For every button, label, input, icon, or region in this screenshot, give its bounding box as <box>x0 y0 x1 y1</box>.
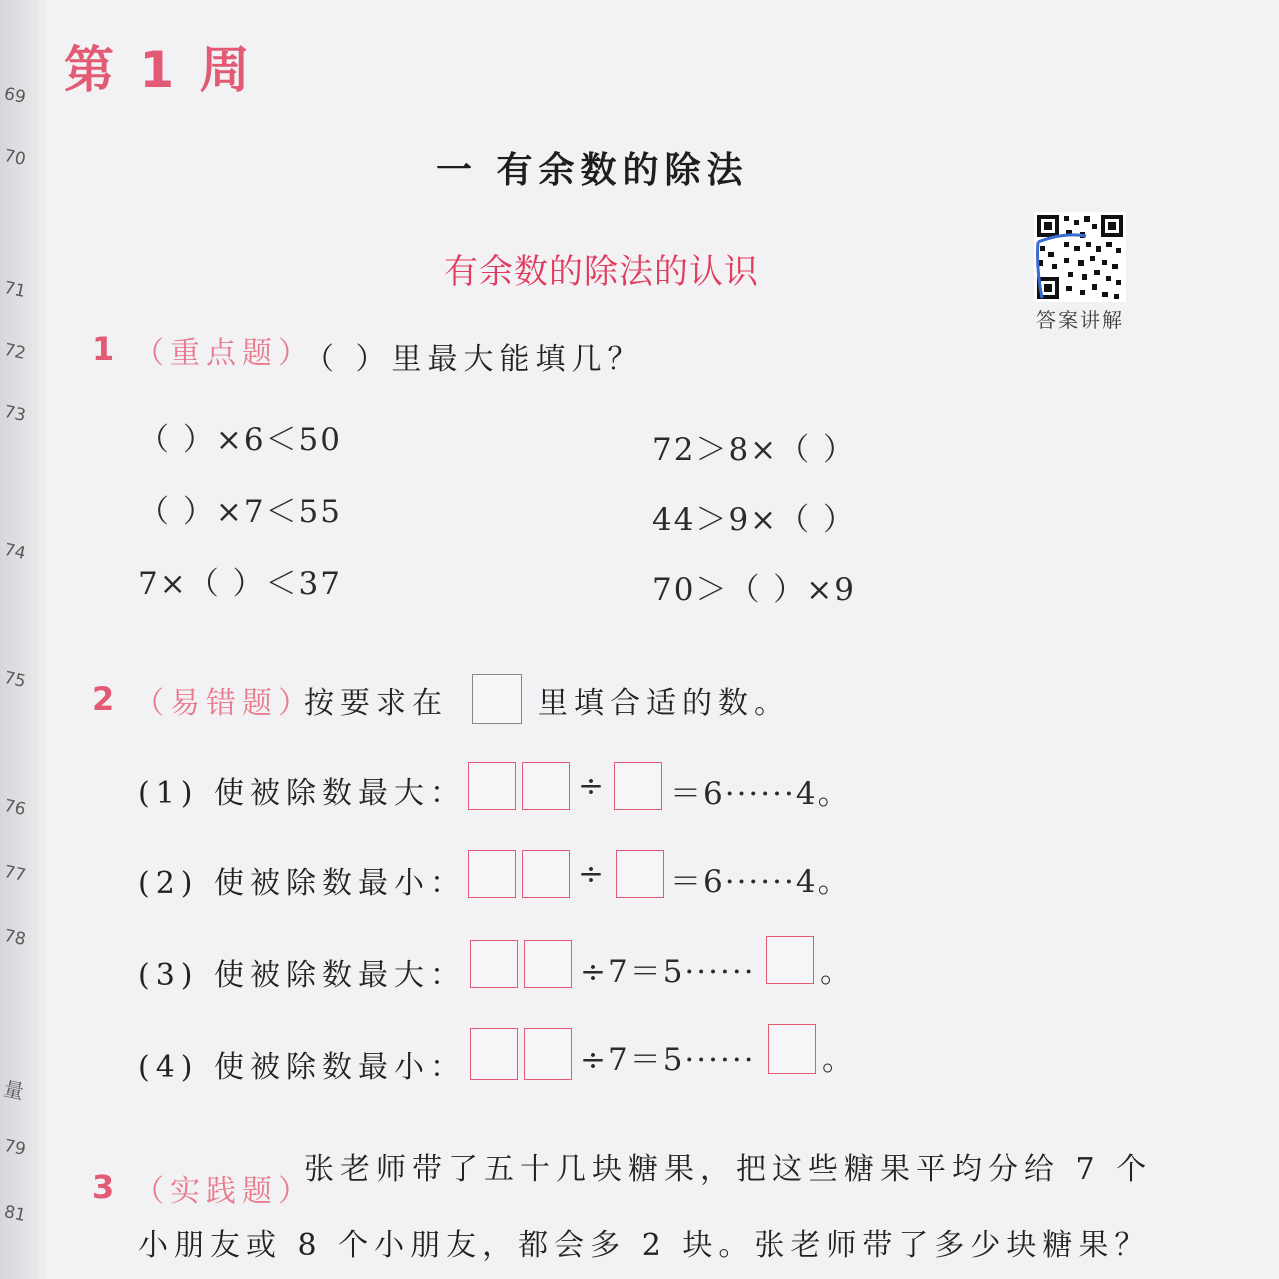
answer-box[interactable] <box>524 940 572 988</box>
spine-number: 73 <box>2 401 28 427</box>
answer-box[interactable] <box>470 940 518 988</box>
q1-item: （ ）×6＜50 <box>138 422 342 458</box>
q1-item: （ ）×7＜55 <box>138 494 342 530</box>
question-2-tag: （易错题） <box>134 686 314 721</box>
spine-number: 81 <box>2 1201 28 1227</box>
q2-item-label: (1) 使被除数最大： <box>138 776 467 811</box>
qr-code-icon[interactable] <box>1034 212 1126 302</box>
spine-number: 71 <box>2 277 28 303</box>
q1-item: 70＞（ ）×9 <box>652 572 856 608</box>
answer-box[interactable] <box>468 762 516 810</box>
spine-number: 72 <box>2 339 28 365</box>
q2-item-result: ＝6······4。 <box>670 864 851 900</box>
answer-box[interactable] <box>768 1024 816 1074</box>
spine-number: 70 <box>2 145 28 171</box>
q2-item-mid: ÷7＝5······ <box>580 1042 756 1078</box>
week-title: 第 1 周 <box>64 41 254 99</box>
spine-number: 69 <box>2 83 28 109</box>
question-2-text-before: 按要求在 <box>304 686 448 721</box>
q1-item: 72＞8×（ ） <box>652 432 856 468</box>
q2-item-label: (4) 使被除数最小： <box>138 1050 467 1085</box>
spine-char: 量 <box>1 1076 26 1104</box>
question-1-number: 1 <box>92 330 115 368</box>
chapter-title: 一 有余数的除法 <box>436 150 749 191</box>
q1-item: 44＞9×（ ） <box>652 502 856 538</box>
question-2-number: 2 <box>92 680 115 718</box>
division-sign: ÷ <box>578 768 606 804</box>
answer-box[interactable] <box>468 850 516 898</box>
spine-number: 77 <box>2 861 28 887</box>
answer-box[interactable] <box>524 1028 572 1080</box>
answer-box[interactable] <box>522 850 570 898</box>
spine-number: 74 <box>2 539 28 565</box>
q1-item: 7×（ ）＜37 <box>138 566 342 602</box>
q2-item-end: 。 <box>820 954 853 990</box>
q2-item-mid: ÷7＝5······ <box>580 954 756 990</box>
q2-item-label: (2) 使被除数最小： <box>138 866 467 901</box>
answer-box[interactable] <box>522 762 570 810</box>
question-2-text-after: 里填合适的数。 <box>538 686 790 721</box>
spine-number: 79 <box>2 1135 28 1161</box>
example-box <box>472 674 522 724</box>
spine-number: 75 <box>2 667 28 693</box>
question-3-line2: 小朋友或 8 个小朋友，都会多 2 块。张老师带了多少块糖果？ <box>138 1228 1151 1263</box>
answer-box[interactable] <box>470 1028 518 1080</box>
q2-item-label: (3) 使被除数最大： <box>138 958 467 993</box>
spine-number: 76 <box>2 795 28 821</box>
answer-box[interactable] <box>766 936 814 984</box>
section-title: 有余数的除法的认识 <box>444 252 759 292</box>
qr-caption: 答案讲解 <box>1036 308 1124 332</box>
question-3-number: 3 <box>92 1168 115 1206</box>
q2-item-result: ＝6······4。 <box>670 776 851 812</box>
question-3-line1: 张老师带了五十几块糖果，把这些糖果平均分给 7 个 <box>304 1152 1153 1187</box>
q2-item-end: 。 <box>822 1042 855 1078</box>
question-1-tag: （重点题） <box>134 336 314 371</box>
answer-box[interactable] <box>614 762 662 810</box>
book-spine <box>0 0 38 1279</box>
question-1-text: （ ）里最大能填几？ <box>304 342 644 377</box>
spine-number: 78 <box>2 925 28 951</box>
answer-box[interactable] <box>616 850 664 898</box>
question-3-tag: （实践题） <box>134 1174 314 1209</box>
division-sign: ÷ <box>578 856 606 892</box>
